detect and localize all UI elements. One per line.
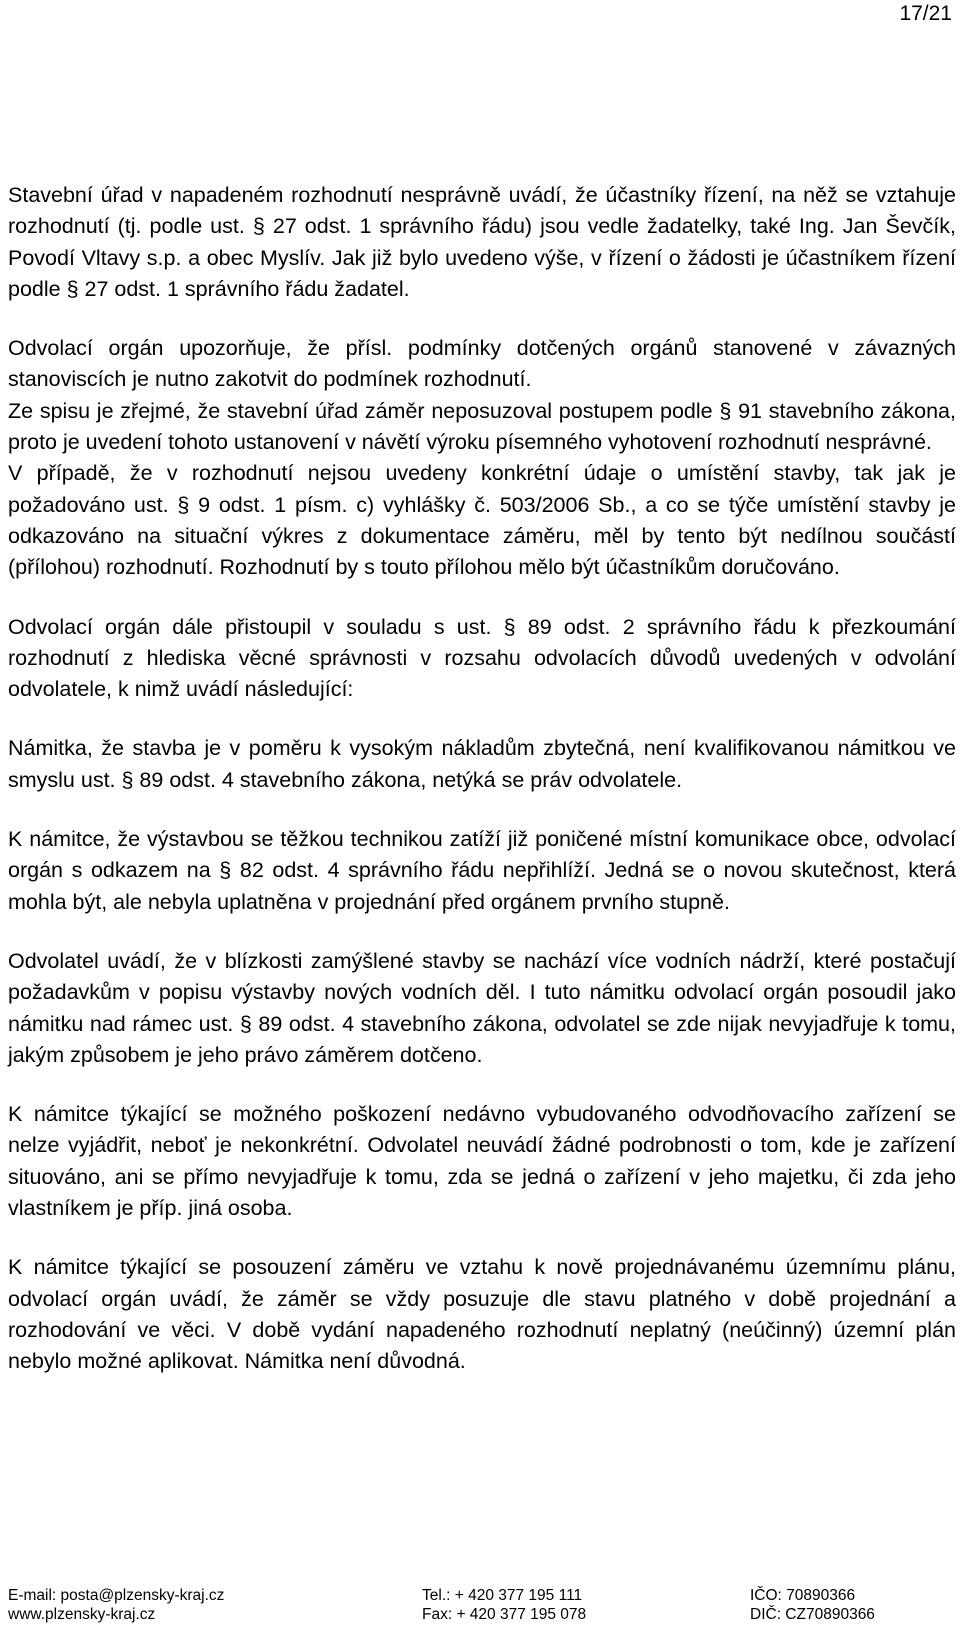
paragraph-section-91: Ze spisu je zřejmé, že stavební úřad záměr neposuzoval postupem podle § 91 stavebního zákona, proto je uvedení tohoto ustanovení v návětí výroku písemného vyhotovení rozhodnutí nesprávné. xyxy=(8,398,956,455)
paragraph-objection-ponds: Odvolatel uvádí, že v blízkosti zamýšlené stavby se nachází více vodních nádrží, které postačují požadavkům v popisu výstavby nových vodních děl. I tuto námitku odvolací orgán posoudil jako námitku nad rámec ust. § 89 odst. 4 stavebního zákona, odvolatel se zde nijak nevyjadřuje k tomu, jakým způsobem je jeho právo záměrem dotčeno. xyxy=(8,948,956,1067)
paragraph-objection-drainage: K námitce týkající se možného poškození nedávno vybudovaného odvodňovacího zařízení se nelze vyjádřit, neboť je nekonkrétní. Odvolatel neuvádí žádné podrobnosti o tom, kde je zařízení situováno, ani se přímo nevyjadřuje k tomu, zda se jedná o zařízení v jeho majetku, či zda jeho vlastníkem je příp. jiná osoba. xyxy=(8,1102,956,1221)
footer-dic: DIČ: CZ70890366 xyxy=(750,1606,875,1623)
footer-registration xyxy=(750,1587,875,1625)
footer-fax: Fax: + 420 377 195 078 xyxy=(422,1606,587,1623)
footer-contact-online xyxy=(8,1587,224,1625)
paragraph-objection-costs: Námitka, že stavba je v poměru k vysokým nákladům zbytečná, není kvalifikovanou námitkou ve smyslu ust. § 89 odst. 4 stavebního zákona, netýká se práv odvolatele. xyxy=(8,736,956,792)
paragraph-participants: Stavební úřad v napadeném rozhodnutí nesprávně uvádí, že účastníky řízení, na něž se vztahuje rozhodnutí (tj. podle ust. § 27 odst. 1 správního řádu) jsou vedle žadatelky, také Ing. Jan Ševčík, Povodí Vltavy s.p. a obec Myslív. Jak již bylo uvedeno výše, v řízení o žádosti je účastníkem řízení podle § 27 odst. 1 správního řádu žadatel. xyxy=(8,183,956,301)
paragraph-conditions: Odvolací orgán upozorňuje, že přísl. podmínky dotčených orgánů stanovené v závazných stanoviscích je nutno zakotvit do podmínek rozhodnutí. xyxy=(8,336,956,392)
footer-contact-phone xyxy=(422,1587,586,1625)
footer-phone: Tel.: + 420 377 195 111 xyxy=(422,1587,583,1604)
paragraph-objection-zoning: K námitce týkající se posouzení záměru ve vztahu k nově projednávanému územnímu plánu, odvolací orgán uvádí, že záměr se vždy posuzuje dle stavu platného v době projednání a rozhodování ve věci. V době vydání napadeného rozhodnutí neplatný (neúčinný) územní plán nebylo možné aplikovat. Námitka není důvodná. xyxy=(8,1255,956,1374)
footer-ico: IČO: 70890366 xyxy=(750,1587,856,1604)
paragraph-placement: V případě, že v rozhodnutí nejsou uvedeny konkrétní údaje o umístění stavby, tak jak je požadováno ust. § 9 odst. 1 písm. c) vyhlášky č. 503/2006 Sb., a co se týče umístění stavby je odkazováno na situační výkres z dokumentace záměru, měl by tento být nedílnou součástí (přílohou) rozhodnutí. Rozhodnutí by s touto přílohou mělo být účastníkům doručováno. xyxy=(8,461,956,580)
paragraph-objection-roads: K námitce, že výstavbou se těžkou technikou zatíží již poničené místní komunikace obce, odvolací orgán s odkazem na § 82 odst. 4 správního řádu nepřihlíží. Jedná se o novou skutečnost, která mohla být, ale nebyla uplatněna v projednání před orgánem prvního stupně. xyxy=(8,827,956,914)
paragraph-review: Odvolací orgán dále přistoupil v souladu s ust. § 89 odst. 2 správního řádu k přezkoumání rozhodnutí z hlediska věcné správnosti v rozsahu odvolacích důvodů uvedených v odvolání odvolatele, k nimž uvádí následující: xyxy=(8,614,956,702)
footer-email: E-mail: posta@plzensky-kraj.cz xyxy=(8,1587,225,1604)
footer-website: www.plzensky-kraj.cz xyxy=(8,1606,156,1623)
page-number: 17/21 xyxy=(899,2,952,25)
document-body xyxy=(8,180,956,1378)
